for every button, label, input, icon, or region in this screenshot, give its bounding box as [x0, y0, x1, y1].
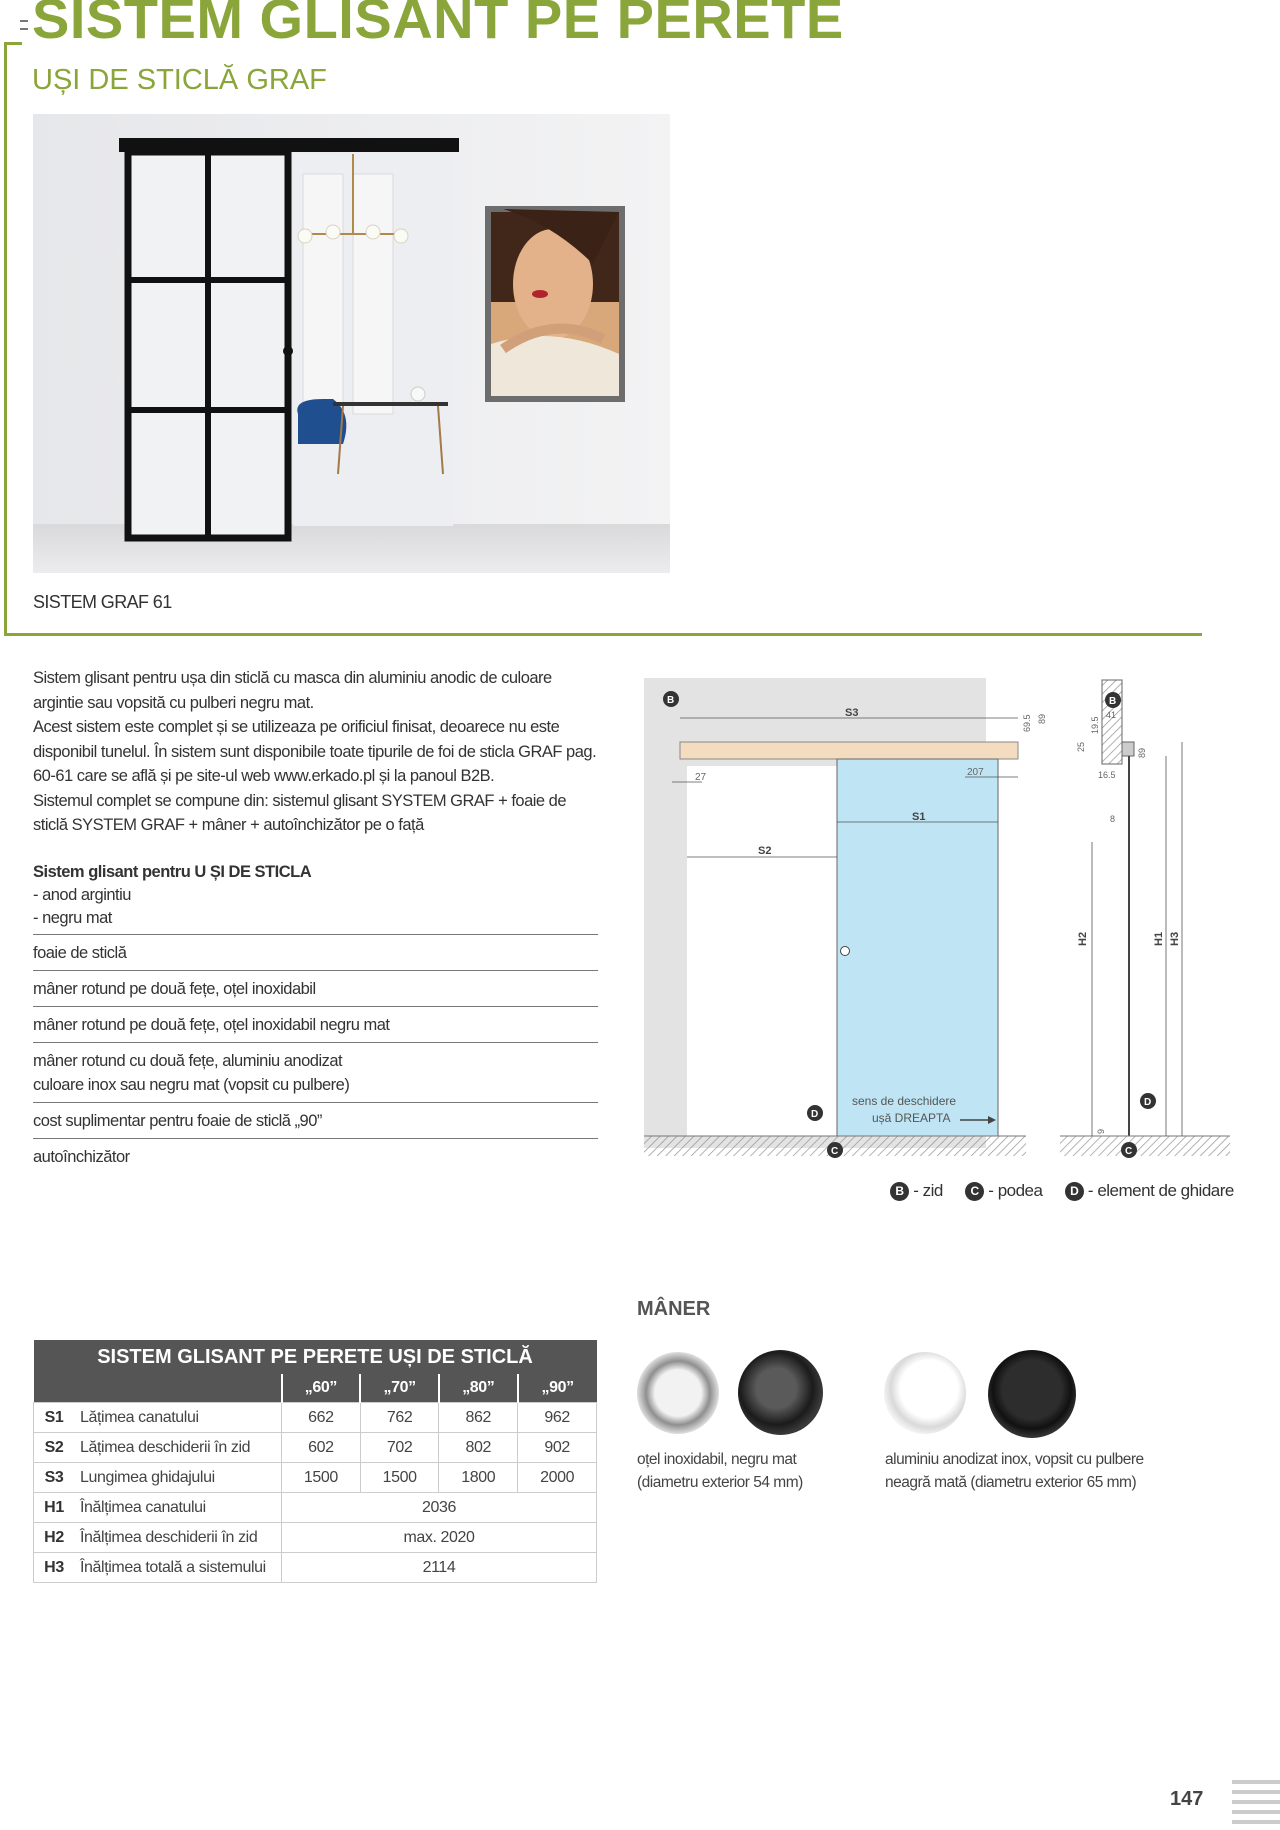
page-title: SISTEM GLISANT PE PERETE — [32, 0, 844, 50]
marker-d: D — [811, 1109, 819, 1120]
row-value: 2000 — [518, 1463, 597, 1493]
product-photo — [33, 114, 670, 573]
handle-caption-line: neagră mată (diametru exterior 65 mm) — [885, 1474, 1137, 1491]
option-text: autoînchizător — [33, 1148, 130, 1166]
photo-caption: SISTEM GRAF 61 — [33, 592, 172, 612]
row-value: 802 — [439, 1433, 518, 1463]
options-list — [33, 861, 598, 1174]
option-text: mâner rotund pe două fețe, oțel inoxidabil negru mat — [33, 1016, 390, 1034]
legend-text: element de ghidare — [1097, 1181, 1234, 1200]
opening-direction-door: ușă DREAPTA — [872, 1111, 951, 1125]
row-value: 662 — [282, 1403, 361, 1433]
marker-b: B — [667, 695, 675, 706]
dim-h1: H1 — [1153, 931, 1165, 946]
dim-9: 9 — [1096, 1128, 1106, 1134]
corner-mark — [20, 20, 28, 30]
legend-text: podea — [997, 1181, 1043, 1200]
description-paragraph: Sistemul complet se compune din: sistemul glisant SYSTEM GRAF + foaie de sticlă SYSTEM GRAF + mâner + autoînchizător pe o față — [33, 791, 567, 834]
page-number: 147 — [1170, 1788, 1204, 1810]
row-name: Lățimea deschiderii în zid — [74, 1433, 282, 1463]
dim-41: 41 — [1106, 710, 1117, 720]
option-text: foaie de sticlă — [33, 944, 127, 962]
technical-diagram — [640, 672, 1240, 1172]
page-subtitle: UȘI DE STICLĂ GRAF — [32, 64, 327, 96]
option-finish: - anod argintiu — [33, 886, 131, 904]
frame-line-left — [4, 42, 7, 636]
table-row — [34, 1463, 597, 1493]
option-text: cost suplimentar pentru foaie de sticlă „90” — [33, 1112, 322, 1130]
dim-27: 27 — [695, 772, 707, 783]
dim-8: 8 — [1110, 814, 1116, 824]
marker-b-side: B — [1109, 696, 1117, 707]
size-header: „70” — [360, 1374, 439, 1403]
legend-text: zid — [922, 1181, 943, 1200]
handle-black-aluminium-image — [988, 1350, 1076, 1438]
option-text-line2: culoare inox sau negru mat (vopsit cu pulbere) — [33, 1076, 350, 1094]
marker-c: C — [831, 1146, 839, 1157]
handle-caption-line: aluminiu anodizat inox, vopsit cu pulbere — [885, 1451, 1144, 1468]
row-code: H3 — [34, 1553, 75, 1583]
row-code: H1 — [34, 1493, 75, 1523]
description-paragraph: Acest sistem este complet și se utilizeaza pe orificiul finisat, deoarece nu este disponibil tunelul. În sistem sunt disponibile toate tipurile de foi de sticla GRAF pag. 60-61 care se află și pe site-ul web www.erkado.pl și la panoul B2B. — [33, 718, 597, 785]
opening-direction: sens de deschidere — [852, 1094, 957, 1108]
row-name: Înălțimea canatului — [74, 1493, 282, 1523]
legend-badge: B — [890, 1182, 909, 1201]
handle-caption-2 — [885, 1448, 1185, 1494]
legend-badge: D — [1065, 1182, 1084, 1201]
row-value: 702 — [360, 1433, 439, 1463]
dim-69-5: 69.5 — [1022, 714, 1032, 732]
table-row — [34, 1523, 597, 1553]
option-row — [33, 934, 598, 970]
row-value: 1500 — [360, 1463, 439, 1493]
option-text: mâner rotund cu două fețe, aluminiu anodizat — [33, 1052, 343, 1070]
row-value: 2114 — [282, 1553, 597, 1583]
table-title: SISTEM GLISANT PE PERETE UȘI DE STICLĂ — [34, 1340, 597, 1374]
row-code: S2 — [34, 1433, 75, 1463]
option-row — [33, 1042, 598, 1102]
options-heading: Sistem glisant pentru U ȘI DE STICLA — [33, 863, 312, 881]
table-header-row — [34, 1374, 597, 1403]
option-row — [33, 970, 598, 1006]
table-row — [34, 1493, 597, 1523]
handle-black-matte-image — [738, 1350, 823, 1435]
row-value: 602 — [282, 1433, 361, 1463]
size-header: „90” — [518, 1374, 597, 1403]
legend-item-wall: B - zid — [890, 1181, 943, 1200]
dim-s3: S3 — [845, 707, 859, 719]
row-code: H2 — [34, 1523, 75, 1553]
dim-89: 89 — [1037, 713, 1047, 724]
dim-s1: S1 — [912, 811, 926, 823]
table-row — [34, 1553, 597, 1583]
option-text: mâner rotund pe două fețe, oțel inoxidabil — [33, 980, 316, 998]
row-name: Lățimea canatului — [74, 1403, 282, 1433]
spec-table — [33, 1340, 597, 1583]
legend-item-guide: D - element de ghidare — [1065, 1181, 1234, 1200]
row-code: S3 — [34, 1463, 75, 1493]
marker-c-side: C — [1125, 1146, 1133, 1157]
diagram-legend — [890, 1181, 1252, 1201]
option-row — [33, 1006, 598, 1042]
row-value: 1500 — [282, 1463, 361, 1493]
dim-h2: H2 — [1077, 931, 1089, 946]
row-value: 902 — [518, 1433, 597, 1463]
table-header-blank — [34, 1374, 282, 1403]
size-header: „60” — [282, 1374, 361, 1403]
table-row — [34, 1433, 597, 1463]
row-name: Lungimea ghidajului — [74, 1463, 282, 1493]
row-name: Înălțimea totală a sistemului — [74, 1553, 282, 1583]
handle-caption-line: oțel inoxidabil, negru mat — [637, 1451, 797, 1468]
dim-s2: S2 — [758, 845, 772, 857]
handle-caption-line: (diametru exterior 54 mm) — [637, 1474, 803, 1491]
option-row — [33, 1102, 598, 1138]
row-value: max. 2020 — [282, 1523, 597, 1553]
frame-line-bottom — [4, 633, 1202, 636]
handles-title: MÂNER — [637, 1298, 711, 1320]
row-value: 762 — [360, 1403, 439, 1433]
frame-line-top — [4, 42, 22, 45]
handle-stainless-image — [637, 1352, 719, 1434]
table-row — [34, 1403, 597, 1433]
description-paragraph: Sistem glisant pentru ușa din sticlă cu masca din aluminiu anodic de culoare argintie sau vopsită cu pulberi negru mat. — [33, 669, 552, 712]
dim-h3: H3 — [1169, 931, 1181, 946]
row-name: Înălțimea deschiderii în zid — [74, 1523, 282, 1553]
row-value: 2036 — [282, 1493, 597, 1523]
row-value: 862 — [439, 1403, 518, 1433]
marker-d-side: D — [1144, 1097, 1152, 1108]
page-stripes-decoration — [1232, 1780, 1280, 1830]
description — [33, 666, 603, 838]
size-header: „80” — [439, 1374, 518, 1403]
dim-25: 25 — [1076, 741, 1086, 752]
handle-aluminium-image — [884, 1352, 966, 1434]
dim-207: 207 — [967, 767, 984, 778]
option-finish: - negru mat — [33, 909, 112, 927]
row-value: 1800 — [439, 1463, 518, 1493]
legend-badge: C — [965, 1182, 984, 1201]
option-row — [33, 1138, 598, 1174]
row-value: 962 — [518, 1403, 597, 1433]
handle-caption-1 — [637, 1448, 867, 1494]
legend-item-floor: C - podea — [965, 1181, 1042, 1200]
dim-19-5: 19.5 — [1090, 716, 1100, 734]
dim-89-side: 89 — [1137, 747, 1147, 758]
row-code: S1 — [34, 1403, 75, 1433]
dim-16-5: 16.5 — [1098, 770, 1116, 780]
